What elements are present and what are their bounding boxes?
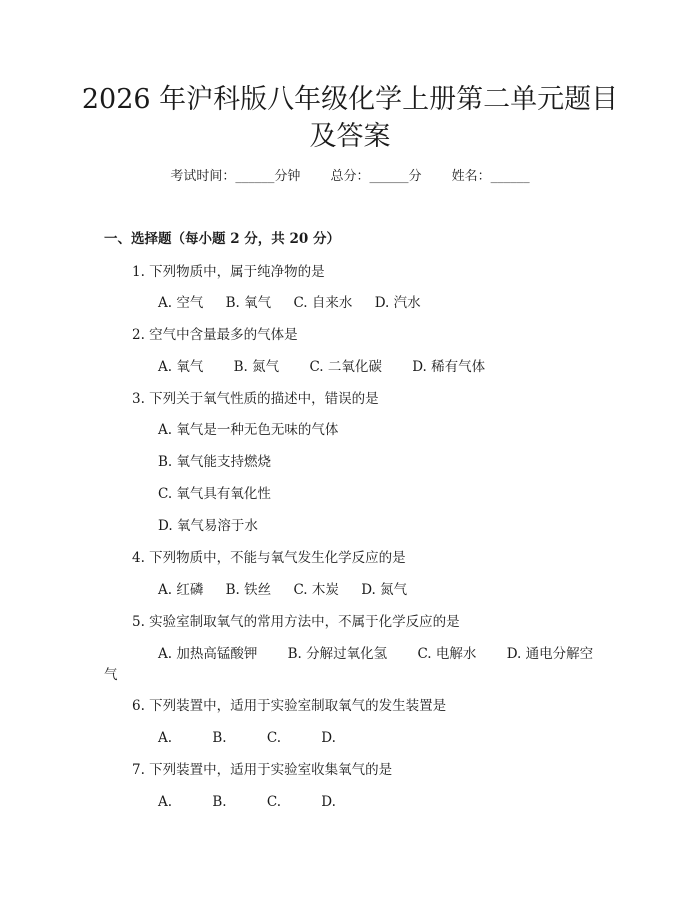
option-a: A. 红磷	[158, 582, 204, 598]
option-a: A. 加热高锰酸钾	[158, 646, 258, 662]
option-a: A. 空气	[158, 295, 204, 311]
option-d: D.	[321, 794, 336, 810]
option-d: D. 汽水	[374, 295, 421, 311]
document-title-line-2: 及答案	[309, 121, 391, 152]
question-7-stem: 7. 下列装置中，适用于实验室收集氧气的是	[132, 762, 393, 778]
option-b: B. 铁丝	[225, 582, 272, 598]
question-5-stem: 5. 实验室制取氧气的常用方法中，不属于化学反应的是	[132, 614, 460, 630]
total-score: 总分：______分	[330, 169, 422, 184]
student-name: 姓名：______	[451, 169, 530, 184]
question-4-options	[158, 581, 407, 599]
question-3-option-d: D. 氧气易溶于水	[158, 518, 258, 534]
option-c: C. 木炭	[293, 582, 339, 598]
question-3-stem: 3. 下列关于氧气性质的描述中，错误的是	[132, 391, 379, 407]
option-c: C. 自来水	[293, 295, 353, 311]
question-1-stem: 1. 下列物质中，属于纯净物的是	[132, 264, 325, 280]
option-c: C.	[266, 794, 281, 810]
question-6-stem: 6. 下列装置中，适用于实验室制取氧气的发生装置是	[132, 698, 447, 714]
question-2-stem: 2. 空气中含量最多的气体是	[132, 327, 298, 343]
question-5-option-d-wrap: 气	[104, 667, 118, 683]
question-1-options	[158, 294, 421, 312]
question-3-option-c: C. 氧气具有氧化性	[158, 486, 271, 502]
option-d: D. 通电分解空	[506, 646, 594, 662]
option-c: C.	[266, 730, 281, 746]
option-d: D. 氮气	[361, 582, 408, 598]
option-a: A.	[158, 730, 173, 746]
option-a: A.	[158, 794, 173, 810]
option-b: B.	[212, 730, 227, 746]
question-2-options	[158, 358, 511, 376]
question-4-stem: 4. 下列物质中，不能与氧气发生化学反应的是	[132, 550, 406, 566]
option-c: C. 电解水	[417, 646, 477, 662]
option-b: B. 氧气	[225, 295, 272, 311]
exam-meta	[0, 168, 700, 186]
question-3-option-b: B. 氧气能支持燃烧	[158, 454, 272, 470]
question-3-option-a: A. 氧气是一种无色无味的气体	[158, 422, 339, 438]
question-5-options	[158, 645, 619, 663]
option-d: D.	[321, 730, 336, 746]
option-b: B. 氮气	[233, 359, 280, 375]
option-b: B.	[212, 794, 227, 810]
document-title-line-1: 2026 年沪科版八年级化学上册第二单元题目	[81, 84, 619, 115]
option-a: A. 氧气	[158, 359, 204, 375]
section-heading: 一、选择题（每小题 2 分，共 20 分）	[104, 231, 340, 247]
question-6-options	[158, 729, 372, 747]
question-7-options	[158, 793, 372, 811]
option-c: C. 二氧化碳	[309, 359, 382, 375]
option-b: B. 分解过氧化氢	[287, 646, 388, 662]
option-d: D. 稀有气体	[412, 359, 486, 375]
exam-time: 考试时间：______分钟	[170, 169, 301, 184]
